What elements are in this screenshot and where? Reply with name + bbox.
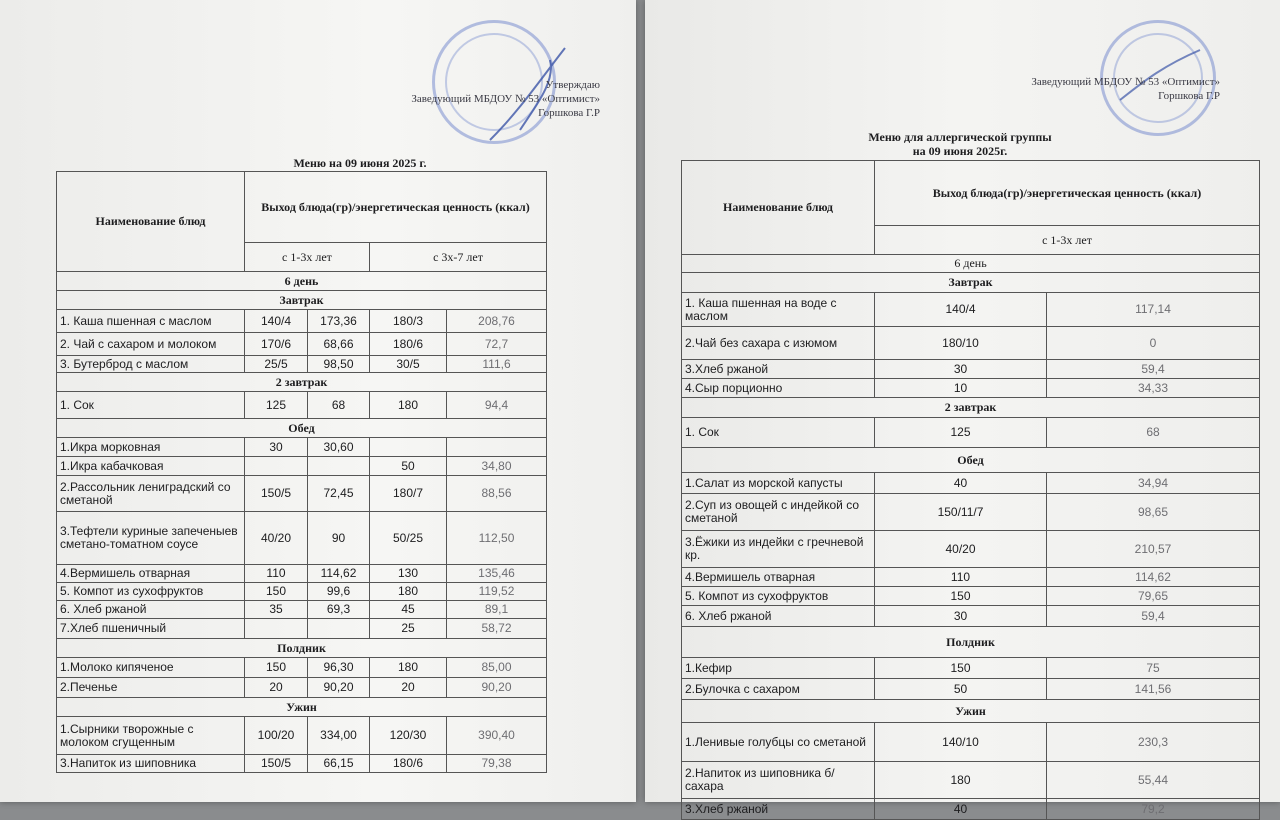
dish-row [682, 293, 1260, 327]
kcal-1-3: 90,20 [308, 678, 370, 698]
dish-row [57, 457, 547, 476]
meal-section-title: 2 завтрак [57, 373, 547, 392]
dish-name: 2.Булочка с сахаром [682, 679, 875, 700]
weight-1-3 [245, 619, 308, 639]
meal-section-row [57, 419, 547, 438]
kcal-1-3: 114,62 [1047, 568, 1260, 587]
kcal-1-3: 173,36 [308, 310, 370, 333]
dish-row [682, 799, 1260, 820]
weight-1-3: 30 [875, 360, 1047, 379]
kcal-3-7: 390,40 [447, 717, 547, 755]
dish-name: 2.Печенье [57, 678, 245, 698]
dish-name: 1.Салат из морской капусты [682, 473, 875, 494]
dish-name: 1.Кефир [682, 658, 875, 679]
weight-1-3 [245, 457, 308, 476]
column-header-output: Выход блюда(гр)/энергетическая ценность (ккал) [245, 172, 547, 243]
dish-row [682, 762, 1260, 799]
menu-table [56, 171, 547, 773]
weight-3-7: 50/25 [370, 512, 447, 565]
weight-3-7: 180/7 [370, 476, 447, 512]
dish-name: 1. Сок [682, 418, 875, 448]
weight-3-7: 20 [370, 678, 447, 698]
kcal-1-3: 98,65 [1047, 494, 1260, 531]
dish-row [682, 494, 1260, 531]
kcal-1-3: 66,15 [308, 755, 370, 773]
weight-1-3: 150/5 [245, 476, 308, 512]
weight-1-3: 150 [875, 587, 1047, 606]
weight-1-3: 40 [875, 799, 1047, 820]
dish-name: 3.Тефтели куриные запеченыев сметано-томатном соусе [57, 512, 245, 565]
dish-name: 3.Хлеб ржаной [682, 799, 875, 820]
header-row [682, 161, 1260, 226]
weight-1-3: 150 [245, 658, 308, 678]
meal-section-title: Полдник [682, 627, 1260, 658]
weight-1-3: 40/20 [875, 531, 1047, 568]
kcal-3-7: 94,4 [447, 392, 547, 419]
column-header-name: Наименование блюд [682, 161, 875, 255]
weight-1-3: 150 [245, 583, 308, 601]
weight-1-3: 100/20 [245, 717, 308, 755]
meal-section-title: Обед [57, 419, 547, 438]
dish-row [682, 568, 1260, 587]
kcal-1-3: 0 [1047, 327, 1260, 360]
kcal-3-7: 119,52 [447, 583, 547, 601]
approval-line-1: Утверждаю [545, 79, 600, 91]
dish-name: 1.Сырники творожные с молоком сгущенным [57, 717, 245, 755]
weight-3-7: 120/30 [370, 717, 447, 755]
kcal-3-7: 58,72 [447, 619, 547, 639]
dish-name: 1.Ленивые голубцы со сметаной [682, 723, 875, 762]
kcal-1-3: 68,66 [308, 333, 370, 356]
weight-3-7: 180/3 [370, 310, 447, 333]
kcal-3-7: 111,6 [447, 356, 547, 373]
weight-3-7: 180/6 [370, 755, 447, 773]
age-group-1-3: с 1-3х лет [245, 243, 370, 272]
weight-3-7: 180 [370, 583, 447, 601]
weight-3-7: 25 [370, 619, 447, 639]
dish-name: 5. Компот из сухофруктов [682, 587, 875, 606]
kcal-1-3: 34,94 [1047, 473, 1260, 494]
dish-name: 1. Сок [57, 392, 245, 419]
kcal-3-7: 208,76 [447, 310, 547, 333]
weight-3-7 [370, 438, 447, 457]
left-menu-sheet [0, 0, 636, 802]
kcal-1-3: 114,62 [308, 565, 370, 583]
day-label: 6 день [682, 255, 1260, 273]
weight-1-3: 25/5 [245, 356, 308, 373]
weight-1-3: 150/5 [245, 755, 308, 773]
weight-1-3: 150 [875, 658, 1047, 679]
dish-row [57, 565, 547, 583]
kcal-1-3: 34,33 [1047, 379, 1260, 398]
kcal-1-3: 98,50 [308, 356, 370, 373]
meal-section-row [57, 291, 547, 310]
kcal-3-7: 88,56 [447, 476, 547, 512]
meal-section-title: Ужин [682, 700, 1260, 723]
kcal-1-3: 75 [1047, 658, 1260, 679]
dish-row [682, 379, 1260, 398]
kcal-1-3: 69,3 [308, 601, 370, 619]
kcal-1-3: 117,14 [1047, 293, 1260, 327]
weight-1-3: 40/20 [245, 512, 308, 565]
dish-name: 2.Суп из овощей с индейкой со сметаной [682, 494, 875, 531]
dish-name: 1.Икра морковная [57, 438, 245, 457]
dish-name: 2.Напиток из шиповника б/сахара [682, 762, 875, 799]
dish-row [57, 717, 547, 755]
dish-row [57, 392, 547, 419]
dish-row [682, 606, 1260, 627]
kcal-1-3: 79,2 [1047, 799, 1260, 820]
dish-row [682, 679, 1260, 700]
dish-row [682, 327, 1260, 360]
weight-1-3: 180 [875, 762, 1047, 799]
kcal-1-3: 90 [308, 512, 370, 565]
kcal-1-3: 79,65 [1047, 587, 1260, 606]
meal-section-row [57, 639, 547, 658]
menu-table [681, 160, 1260, 820]
dish-row [682, 360, 1260, 379]
dish-row [57, 658, 547, 678]
dish-name: 3.Напиток из шиповника [57, 755, 245, 773]
kcal-3-7: 34,80 [447, 457, 547, 476]
kcal-1-3: 230,3 [1047, 723, 1260, 762]
dish-row [57, 512, 547, 565]
approval-line-1: Заведующий МБДОУ № 53 «Оптимист» [1031, 76, 1220, 88]
weight-1-3: 125 [245, 392, 308, 419]
dish-row [57, 755, 547, 773]
kcal-3-7: 72,7 [447, 333, 547, 356]
weight-1-3: 10 [875, 379, 1047, 398]
dish-row [57, 356, 547, 373]
meal-section-row [682, 700, 1260, 723]
age-group-3-7: с 3х-7 лет [370, 243, 547, 272]
meal-section-title: 2 завтрак [682, 398, 1260, 418]
meal-section-title: Полдник [57, 639, 547, 658]
weight-1-3: 40 [875, 473, 1047, 494]
kcal-1-3: 59,4 [1047, 360, 1260, 379]
weight-1-3: 30 [245, 438, 308, 457]
dish-name: 4.Вермишель отварная [57, 565, 245, 583]
meal-section-title: Завтрак [682, 273, 1260, 293]
day-row [682, 255, 1260, 273]
weight-3-7: 50 [370, 457, 447, 476]
meal-section-title: Завтрак [57, 291, 547, 310]
kcal-1-3: 210,57 [1047, 531, 1260, 568]
weight-1-3: 180/10 [875, 327, 1047, 360]
weight-1-3: 140/10 [875, 723, 1047, 762]
meal-section-row [57, 698, 547, 717]
approval-line-2: Горшкова Г.Р [1158, 90, 1220, 102]
right-allergy-menu-sheet [645, 0, 1280, 816]
column-header-name: Наименование блюд [57, 172, 245, 272]
dish-name: 5. Компот из сухофруктов [57, 583, 245, 601]
meal-section-row [682, 273, 1260, 293]
weight-1-3: 50 [875, 679, 1047, 700]
weight-1-3: 110 [875, 568, 1047, 587]
weight-1-3: 125 [875, 418, 1047, 448]
age-group-1-3: с 1-3х лет [875, 226, 1260, 255]
dish-name: 2.Рассольник лениградский со сметаной [57, 476, 245, 512]
menu-title-line-2: на 09 июня 2025г. [912, 144, 1008, 158]
approval-block [411, 78, 600, 120]
dish-name: 4.Сыр порционно [682, 379, 875, 398]
kcal-1-3: 30,60 [308, 438, 370, 457]
dish-row [57, 583, 547, 601]
weight-1-3: 150/11/7 [875, 494, 1047, 531]
weight-1-3: 110 [245, 565, 308, 583]
kcal-1-3 [308, 457, 370, 476]
kcal-3-7: 135,46 [447, 565, 547, 583]
meal-section-title: Ужин [57, 698, 547, 717]
menu-title-line-1: Меню для аллергической группы [868, 130, 1052, 144]
dish-row [57, 619, 547, 639]
kcal-3-7: 90,20 [447, 678, 547, 698]
dish-name: 6. Хлеб ржаной [57, 601, 245, 619]
approval-block [1031, 75, 1220, 103]
weight-3-7: 45 [370, 601, 447, 619]
dish-row [682, 473, 1260, 494]
weight-3-7: 180/6 [370, 333, 447, 356]
dish-name: 3. Бутерброд с маслом [57, 356, 245, 373]
dish-name: 3.Ёжики из индейки с гречневой кр. [682, 531, 875, 568]
dish-row [57, 476, 547, 512]
dish-row [57, 678, 547, 698]
weight-1-3: 140/4 [875, 293, 1047, 327]
approval-line-2: Заведующий МБДОУ № 53 «Оптимист» [411, 93, 600, 105]
kcal-1-3: 96,30 [308, 658, 370, 678]
weight-1-3: 20 [245, 678, 308, 698]
meal-section-row [682, 398, 1260, 418]
day-row [57, 272, 547, 291]
kcal-1-3: 334,00 [308, 717, 370, 755]
weight-3-7: 130 [370, 565, 447, 583]
dish-name: 4.Вермишель отварная [682, 568, 875, 587]
kcal-1-3 [308, 619, 370, 639]
meal-section-title: Обед [682, 448, 1260, 473]
kcal-3-7: 112,50 [447, 512, 547, 565]
dish-row [682, 531, 1260, 568]
dish-row [682, 418, 1260, 448]
weight-3-7: 30/5 [370, 356, 447, 373]
kcal-1-3: 68 [1047, 418, 1260, 448]
dish-row [57, 601, 547, 619]
column-header-output: Выход блюда(гр)/энергетическая ценность (ккал) [875, 161, 1260, 226]
weight-3-7: 180 [370, 658, 447, 678]
meal-section-row [57, 373, 547, 392]
dish-row [682, 723, 1260, 762]
kcal-1-3: 55,44 [1047, 762, 1260, 799]
kcal-3-7: 89,1 [447, 601, 547, 619]
dish-row [682, 658, 1260, 679]
kcal-3-7 [447, 438, 547, 457]
weight-1-3: 35 [245, 601, 308, 619]
dish-name: 1. Каша пшенная на воде с маслом [682, 293, 875, 327]
dish-row [57, 438, 547, 457]
kcal-1-3: 68 [308, 392, 370, 419]
dish-name: 7.Хлеб пшеничный [57, 619, 245, 639]
kcal-1-3: 99,6 [308, 583, 370, 601]
menu-title [800, 130, 1120, 158]
kcal-1-3: 59,4 [1047, 606, 1260, 627]
weight-1-3: 170/6 [245, 333, 308, 356]
approval-line-3: Горшкова Г.Р [538, 107, 600, 119]
meal-section-row [682, 627, 1260, 658]
header-row [57, 172, 547, 243]
meal-section-row [682, 448, 1260, 473]
kcal-1-3: 72,45 [308, 476, 370, 512]
menu-title: Меню на 09 июня 2025 г. [293, 156, 427, 170]
dish-name: 1.Икра кабачковая [57, 457, 245, 476]
dish-row [57, 333, 547, 356]
dish-name: 2. Чай с сахаром и молоком [57, 333, 245, 356]
dish-row [682, 587, 1260, 606]
weight-1-3: 30 [875, 606, 1047, 627]
dish-row [57, 310, 547, 333]
dish-name: 3.Хлеб ржаной [682, 360, 875, 379]
dish-name: 1.Молоко кипяченое [57, 658, 245, 678]
weight-1-3: 140/4 [245, 310, 308, 333]
dish-name: 6. Хлеб ржаной [682, 606, 875, 627]
dish-name: 1. Каша пшенная с маслом [57, 310, 245, 333]
day-label: 6 день [57, 272, 547, 291]
dish-name: 2.Чай без сахара с изюмом [682, 327, 875, 360]
weight-3-7: 180 [370, 392, 447, 419]
kcal-3-7: 85,00 [447, 658, 547, 678]
kcal-3-7: 79,38 [447, 755, 547, 773]
kcal-1-3: 141,56 [1047, 679, 1260, 700]
